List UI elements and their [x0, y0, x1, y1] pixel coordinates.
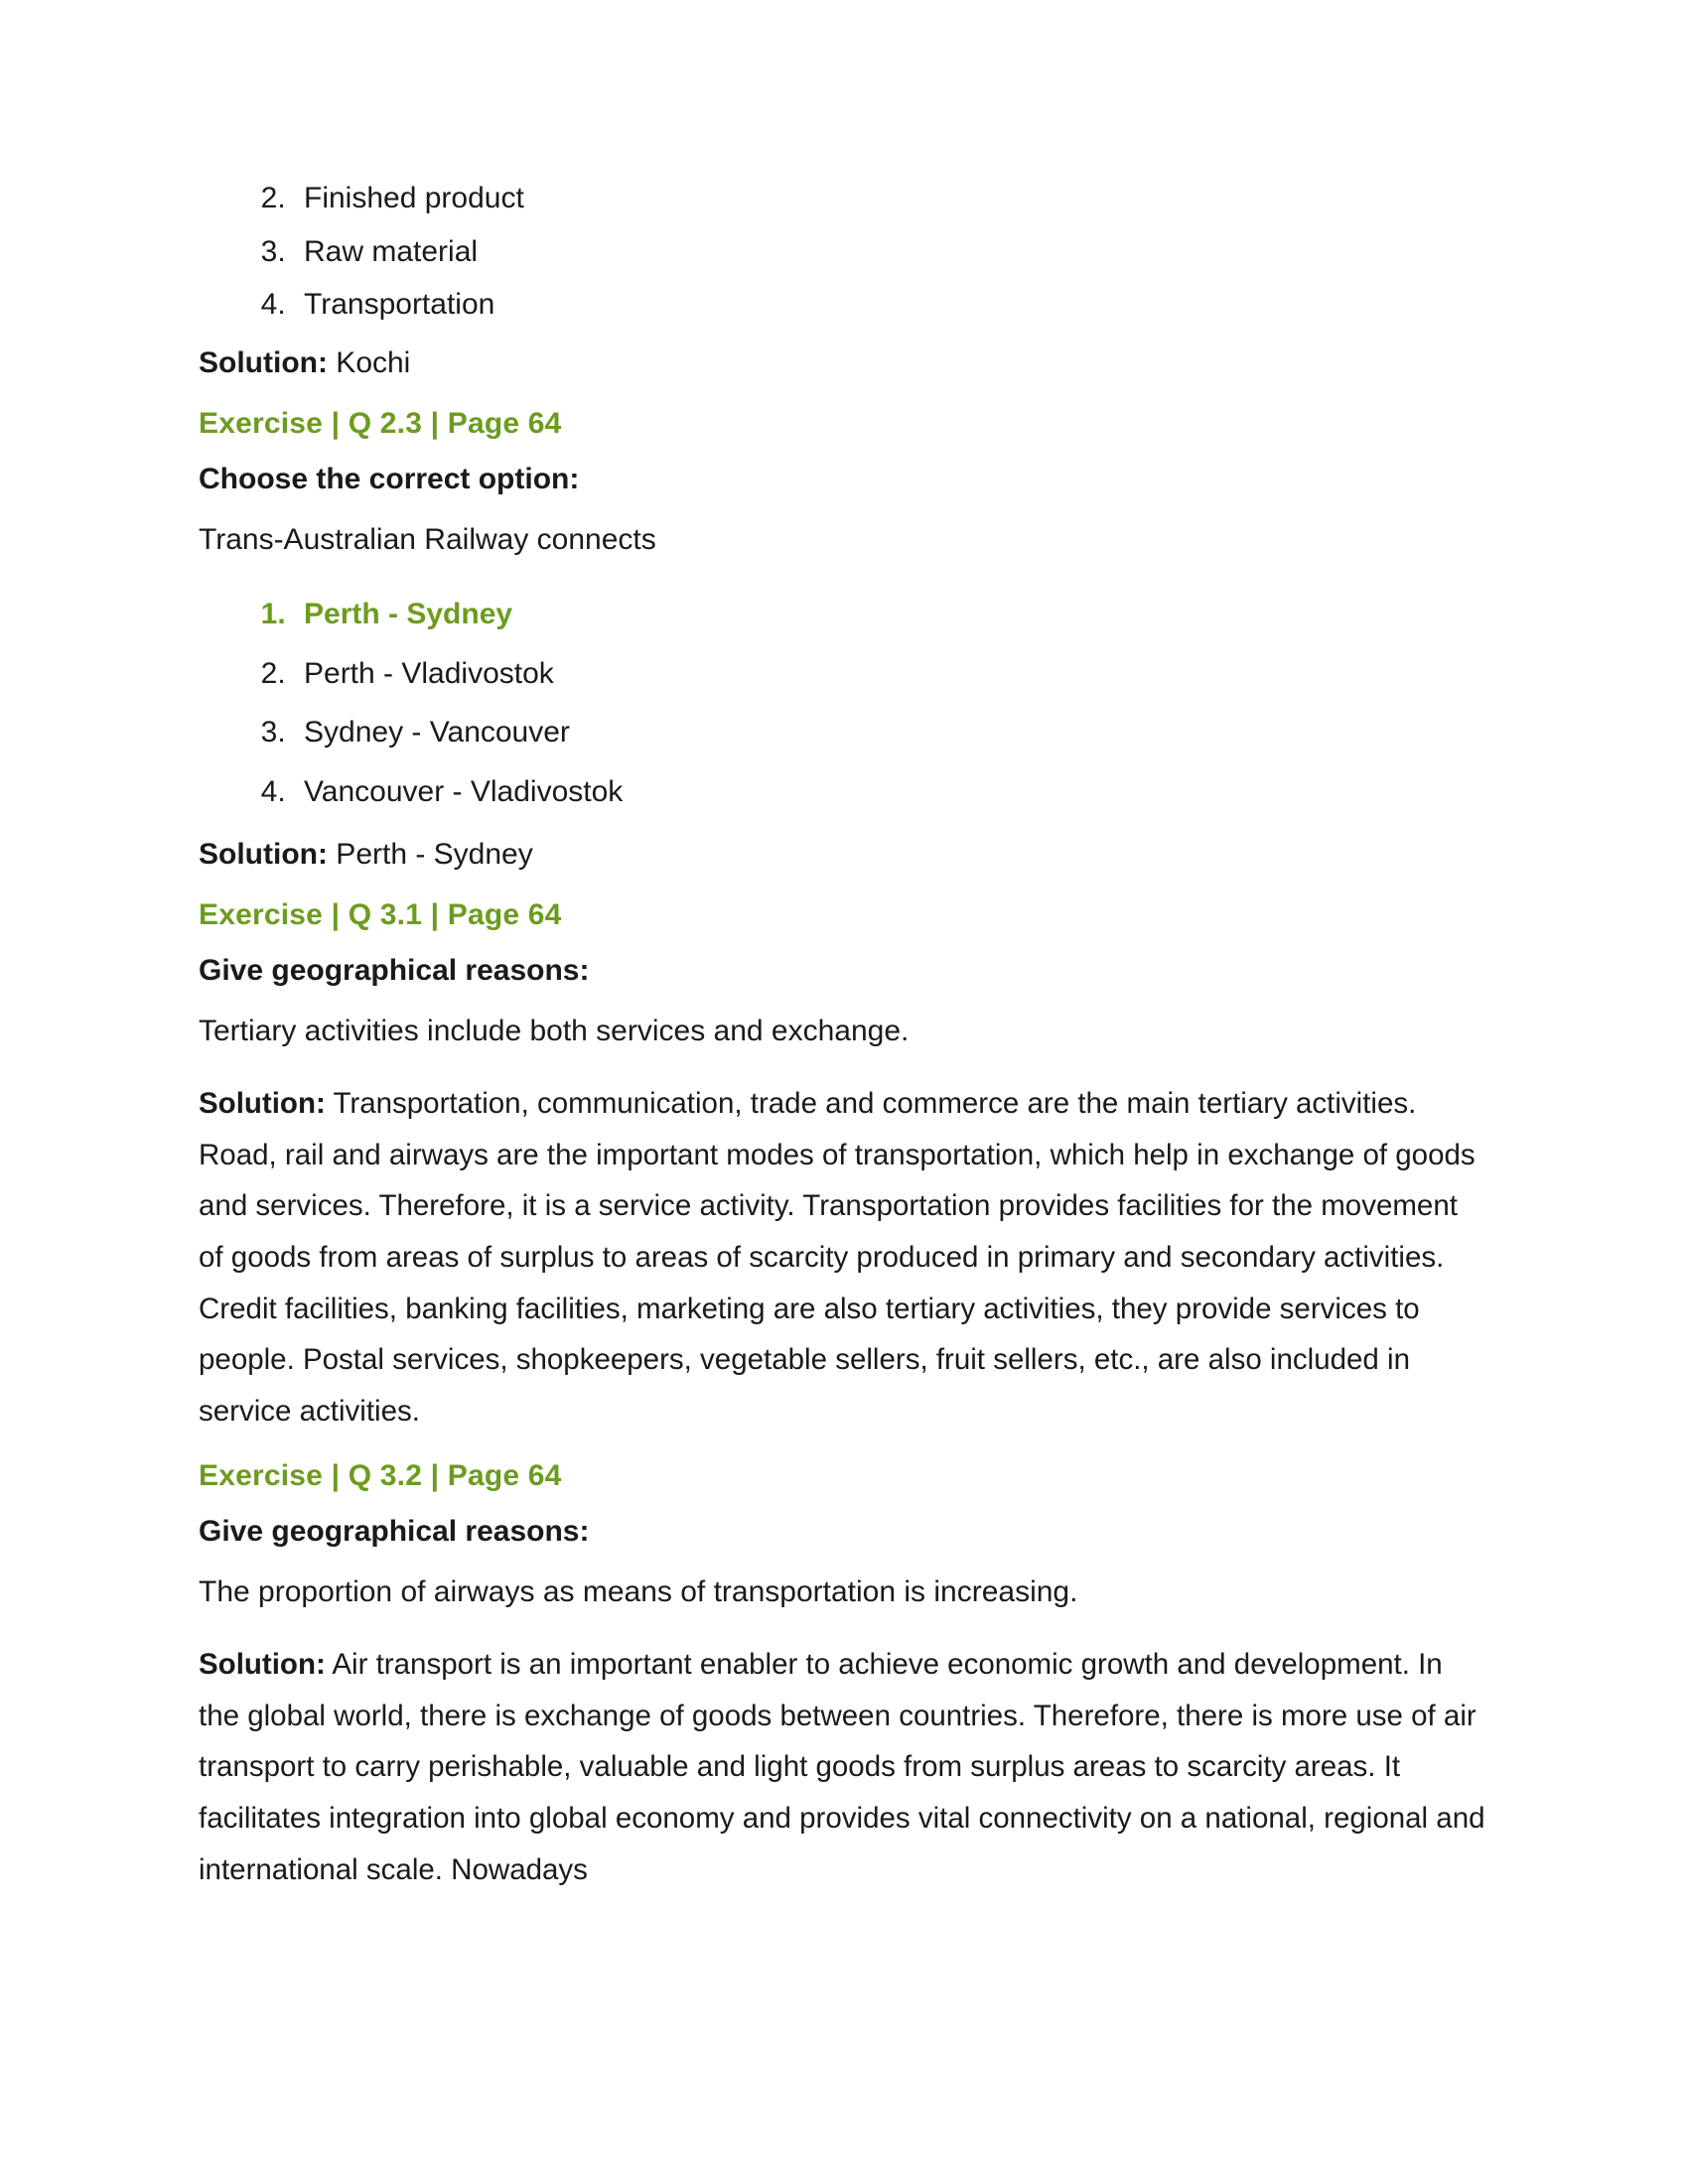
list-item[interactable]: 2. Finished product: [294, 179, 1489, 218]
instruction-geographical-reasons-2: Give geographical reasons:: [199, 1514, 590, 1548]
list-item[interactable]: 4. Vancouver - Vladivostok: [294, 772, 1489, 812]
solution-text: Transportation, communication, trade and commerce are the main tertiary activities. Road, rail and airways are the important modes of transportation, which help in exchange of goods and services. Therefore, it is a service activity. Transportation provides facilities for the movement of goods from areas of surplus to areas of scarcity produced in primary and secondary activities. Credit facilities, banking facilities, marketing are also tertiary activities, they provide services to people. Postal services, shopkeepers, vegetable sellers, fruit sellers, etc., are also included in service activities.: [199, 1087, 1476, 1428]
solution-text: Kochi: [327, 345, 411, 379]
exercise-heading-q23: Exercise | Q 2.3 | Page 64: [199, 406, 562, 440]
options-list-q23: [199, 595, 1489, 811]
solution-text: Air transport is an important enabler to achieve economic growth and development. In the global world, there is exchange of goods between countries. Therefore, there is more use of air transport to carry perishable, valuable and light goods from surplus areas to scarcity areas. It facilitates integration into global economy and provides vital connectivity on a national, regional and international scale. Nowadays: [199, 1648, 1485, 1886]
document-content: [199, 179, 1489, 1895]
options-list-q22: [199, 179, 1489, 325]
list-item[interactable]: 2. Perth - Vladivostok: [294, 654, 1489, 694]
solution-q22: [199, 341, 1489, 385]
list-item[interactable]: 4. Transportation: [294, 285, 1489, 325]
exercise-heading-q32: Exercise | Q 3.2 | Page 64: [199, 1458, 562, 1492]
solution-q23: [199, 832, 1489, 877]
question-text-q23: Trans-Australian Railway connects: [199, 522, 656, 556]
list-item[interactable]: 3. Raw material: [294, 232, 1489, 272]
question-text-q31: Tertiary activities include both services and exchange.: [199, 1014, 910, 1047]
solution-paragraph-q32: [199, 1639, 1489, 1895]
question-text-q32: The proportion of airways as means of transportation is increasing.: [199, 1574, 1078, 1608]
instruction-choose-option: Choose the correct option:: [199, 462, 580, 495]
exercise-heading-q31: Exercise | Q 3.1 | Page 64: [199, 897, 562, 931]
list-item-correct[interactable]: 1. Perth - Sydney: [294, 595, 1489, 634]
instruction-geographical-reasons-1: Give geographical reasons:: [199, 953, 590, 987]
solution-label: Solution:: [199, 345, 328, 379]
solution-label: Solution:: [199, 1087, 326, 1121]
solution-text: Perth - Sydney: [327, 837, 533, 871]
solution-label: Solution:: [199, 837, 328, 871]
solution-paragraph-q31: [199, 1078, 1489, 1436]
list-item[interactable]: 3. Sydney - Vancouver: [294, 713, 1489, 752]
solution-label: Solution:: [199, 1648, 326, 1682]
